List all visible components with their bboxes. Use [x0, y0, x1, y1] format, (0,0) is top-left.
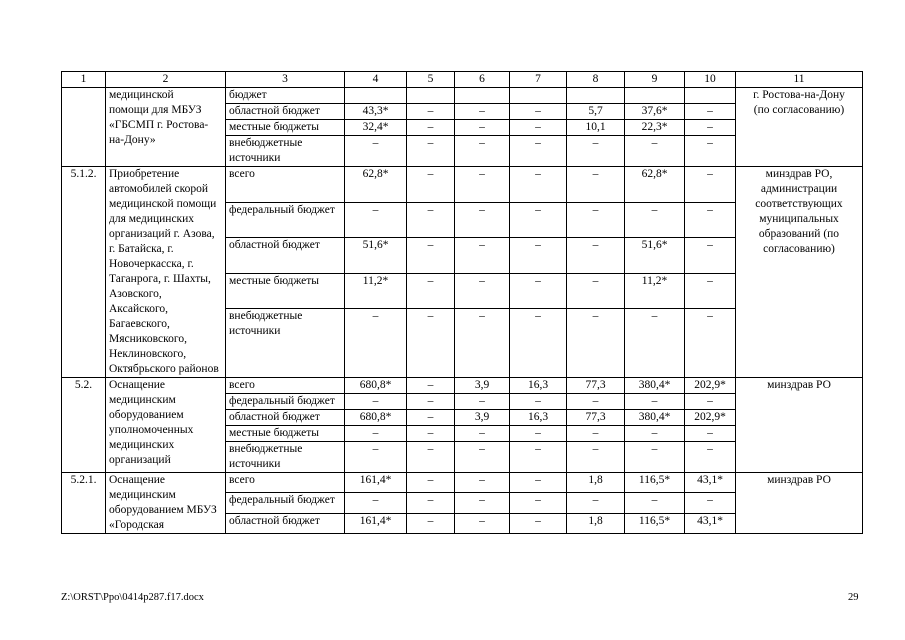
value-cell: –: [455, 238, 510, 274]
value-cell: [345, 88, 407, 104]
funding-source: федеральный бюджет: [226, 202, 345, 238]
value-cell: 62,8*: [625, 167, 685, 203]
value-cell: 680,8*: [345, 410, 407, 426]
executor: [736, 88, 863, 167]
value-cell: –: [510, 493, 567, 513]
value-cell: –: [510, 309, 567, 378]
value-cell: –: [455, 442, 510, 473]
header-cell: 2: [106, 72, 226, 88]
funding-source: областной бюджет: [226, 238, 345, 274]
value-cell: –: [455, 136, 510, 167]
value-cell: –: [407, 167, 455, 203]
value-cell: 11,2*: [625, 273, 685, 309]
value-cell: –: [345, 136, 407, 167]
value-cell: –: [685, 442, 736, 473]
value-cell: –: [345, 394, 407, 410]
item-name-line: помощи для МБУЗ: [109, 104, 202, 116]
value-cell: –: [345, 202, 407, 238]
value-cell: –: [407, 426, 455, 442]
item-number: 5.1.2.: [62, 167, 106, 378]
item-name: Оснащение медицинским оборудованием уполномоченных медицинских организаций: [106, 378, 226, 473]
value-cell: –: [455, 493, 510, 513]
value-cell: –: [685, 309, 736, 378]
value-cell: –: [455, 167, 510, 203]
value-cell: –: [510, 120, 567, 136]
item-name: Приобретение автомобилей скорой медицинской помощи для медицинских организаций г. Азова, г. Батайска, г. Новочеркасска, г. Таганрога, г. Шахты, Азовского, Аксайского, Багаевского, Мясниковского, Неклиновского, Октябрьского районов: [106, 167, 226, 378]
value-cell: –: [407, 410, 455, 426]
table-row: [62, 473, 863, 493]
value-cell: 51,6*: [345, 238, 407, 274]
value-cell: –: [625, 442, 685, 473]
value-cell: –: [407, 309, 455, 378]
value-cell: –: [510, 167, 567, 203]
header-cell: 10: [685, 72, 736, 88]
value-cell: –: [625, 426, 685, 442]
value-cell: –: [345, 493, 407, 513]
header-cell: 8: [567, 72, 625, 88]
value-cell: –: [510, 238, 567, 274]
executor-line: (по согласованию): [753, 104, 845, 116]
value-cell: 1,8: [567, 473, 625, 493]
value-cell: 380,4*: [625, 378, 685, 394]
value-cell: 43,1*: [685, 473, 736, 493]
value-cell: 380,4*: [625, 410, 685, 426]
value-cell: –: [567, 238, 625, 274]
header-cell: 1: [62, 72, 106, 88]
budget-table: [61, 71, 863, 534]
value-cell: 10,1: [567, 120, 625, 136]
value-cell: 202,9*: [685, 410, 736, 426]
value-cell: –: [345, 442, 407, 473]
value-cell: –: [510, 473, 567, 493]
value-cell: –: [510, 513, 567, 533]
value-cell: 3,9: [455, 410, 510, 426]
value-cell: [407, 88, 455, 104]
value-cell: –: [567, 136, 625, 167]
value-cell: –: [455, 104, 510, 120]
item-name-line: на-Дону»: [109, 134, 156, 146]
value-cell: –: [510, 136, 567, 167]
value-cell: –: [455, 394, 510, 410]
value-cell: –: [407, 136, 455, 167]
value-cell: 77,3: [567, 378, 625, 394]
header-cell: 5: [407, 72, 455, 88]
value-cell: –: [510, 202, 567, 238]
value-cell: –: [625, 493, 685, 513]
table-row: [62, 88, 863, 104]
header-cell: 6: [455, 72, 510, 88]
value-cell: 43,3*: [345, 104, 407, 120]
value-cell: –: [625, 202, 685, 238]
executor: минздрав РО: [736, 378, 863, 473]
value-cell: –: [685, 394, 736, 410]
value-cell: –: [567, 493, 625, 513]
value-cell: –: [407, 378, 455, 394]
value-cell: [510, 88, 567, 104]
value-cell: [567, 88, 625, 104]
value-cell: –: [685, 426, 736, 442]
value-cell: –: [455, 202, 510, 238]
header-row: [62, 72, 863, 88]
item-number: [62, 88, 106, 167]
funding-source: внебюджетные источники: [226, 309, 345, 378]
value-cell: [455, 88, 510, 104]
funding-source: местные бюджеты: [226, 273, 345, 309]
executor-line: г. Ростова-на-Дону: [753, 89, 845, 101]
value-cell: 116,5*: [625, 473, 685, 493]
value-cell: –: [407, 473, 455, 493]
funding-source: всего: [226, 378, 345, 394]
value-cell: –: [345, 309, 407, 378]
item-name-line: «ГБСМП г. Ростова-: [109, 119, 209, 131]
table-row: [62, 167, 863, 203]
funding-source: областной бюджет: [226, 513, 345, 533]
value-cell: –: [510, 394, 567, 410]
value-cell: –: [407, 238, 455, 274]
item-name-line: медицинской: [109, 89, 174, 101]
value-cell: –: [567, 394, 625, 410]
value-cell: –: [455, 473, 510, 493]
value-cell: –: [407, 513, 455, 533]
value-cell: 77,3: [567, 410, 625, 426]
value-cell: –: [407, 273, 455, 309]
item-number: 5.2.1.: [62, 473, 106, 534]
value-cell: –: [685, 136, 736, 167]
value-cell: –: [567, 442, 625, 473]
value-cell: –: [345, 426, 407, 442]
funding-source: федеральный бюджет: [226, 394, 345, 410]
table-row: [62, 378, 863, 394]
value-cell: –: [407, 104, 455, 120]
value-cell: –: [567, 426, 625, 442]
value-cell: 32,4*: [345, 120, 407, 136]
header-cell: 7: [510, 72, 567, 88]
page-number: 29: [848, 592, 859, 603]
value-cell: –: [407, 120, 455, 136]
header-cell: 4: [345, 72, 407, 88]
value-cell: –: [567, 202, 625, 238]
value-cell: –: [455, 273, 510, 309]
value-cell: 22,3*: [625, 120, 685, 136]
value-cell: –: [567, 309, 625, 378]
value-cell: –: [455, 309, 510, 378]
value-cell: 43,1*: [685, 513, 736, 533]
value-cell: 202,9*: [685, 378, 736, 394]
value-cell: 51,6*: [625, 238, 685, 274]
value-cell: –: [625, 309, 685, 378]
funding-source: федеральный бюджет: [226, 493, 345, 513]
value-cell: –: [455, 426, 510, 442]
value-cell: –: [407, 202, 455, 238]
value-cell: –: [685, 493, 736, 513]
header-cell: 3: [226, 72, 345, 88]
funding-source: бюджет: [226, 88, 345, 104]
value-cell: [625, 88, 685, 104]
value-cell: 161,4*: [345, 473, 407, 493]
value-cell: 116,5*: [625, 513, 685, 533]
value-cell: –: [407, 493, 455, 513]
value-cell: 37,6*: [625, 104, 685, 120]
funding-source: внебюджетные источники: [226, 136, 345, 167]
value-cell: –: [455, 120, 510, 136]
value-cell: 1,8: [567, 513, 625, 533]
value-cell: [685, 88, 736, 104]
value-cell: –: [625, 136, 685, 167]
value-cell: –: [625, 394, 685, 410]
value-cell: –: [685, 104, 736, 120]
value-cell: –: [510, 426, 567, 442]
value-cell: –: [567, 273, 625, 309]
value-cell: –: [685, 273, 736, 309]
value-cell: 5,7: [567, 104, 625, 120]
value-cell: 680,8*: [345, 378, 407, 394]
item-name: Оснащение медицинским оборудованием МБУЗ «Городская: [106, 473, 226, 534]
value-cell: –: [685, 238, 736, 274]
funding-source: местные бюджеты: [226, 120, 345, 136]
executor: минздрав РО, администрации соответствующих муниципальных образований (по согласованию): [736, 167, 863, 378]
value-cell: 3,9: [455, 378, 510, 394]
item-number: 5.2.: [62, 378, 106, 473]
value-cell: –: [407, 394, 455, 410]
value-cell: –: [567, 167, 625, 203]
funding-source: местные бюджеты: [226, 426, 345, 442]
value-cell: –: [510, 104, 567, 120]
funding-source: областной бюджет: [226, 410, 345, 426]
value-cell: –: [685, 202, 736, 238]
value-cell: 16,3: [510, 410, 567, 426]
footer-file-path: Z:\ORST\Ppo\0414p287.f17.docx: [61, 592, 204, 603]
header-cell: 9: [625, 72, 685, 88]
funding-source: всего: [226, 167, 345, 203]
value-cell: –: [510, 273, 567, 309]
header-cell: 11: [736, 72, 863, 88]
value-cell: 11,2*: [345, 273, 407, 309]
funding-source: всего: [226, 473, 345, 493]
value-cell: –: [407, 442, 455, 473]
value-cell: 62,8*: [345, 167, 407, 203]
value-cell: –: [685, 167, 736, 203]
value-cell: 16,3: [510, 378, 567, 394]
value-cell: –: [510, 442, 567, 473]
value-cell: –: [455, 513, 510, 533]
funding-source: внебюджетные источники: [226, 442, 345, 473]
value-cell: 161,4*: [345, 513, 407, 533]
value-cell: –: [685, 120, 736, 136]
funding-source: областной бюджет: [226, 104, 345, 120]
item-name: [106, 88, 226, 167]
executor: минздрав РО: [736, 473, 863, 534]
